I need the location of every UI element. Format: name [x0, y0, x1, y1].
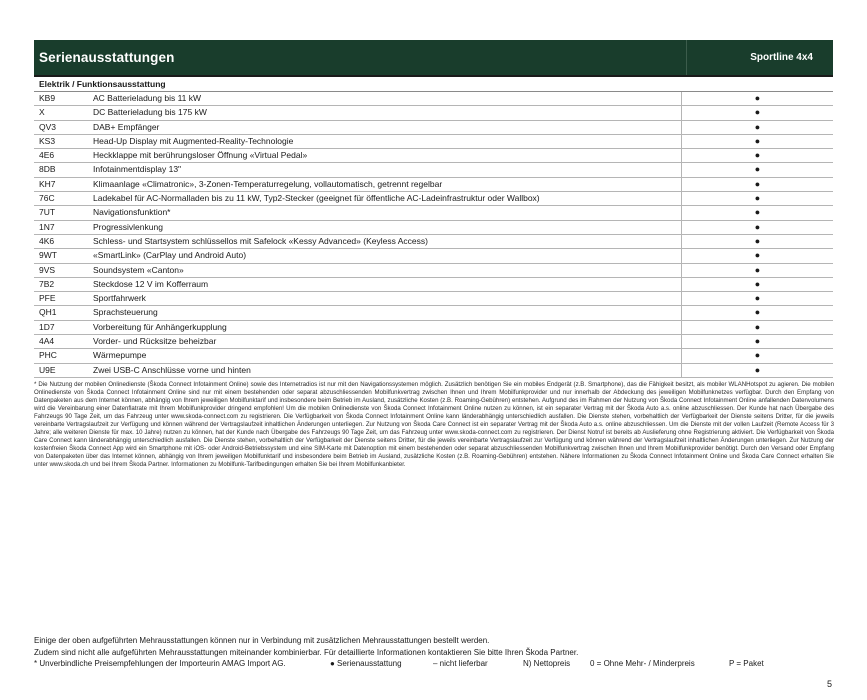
- section-title: Elektrik / Funktionsausstattung: [34, 78, 833, 92]
- row-description: DC Batterieladung bis 175 kW: [93, 107, 207, 118]
- row-standard-marker: ●: [681, 121, 833, 134]
- row-code: 7B2: [39, 278, 55, 289]
- row-code: QH1: [39, 307, 57, 318]
- column-header-sportline: Sportline 4x4: [686, 40, 833, 75]
- row-standard-marker: ●: [681, 249, 833, 262]
- table-row: [34, 135, 833, 149]
- row-standard-marker: ●: [681, 106, 833, 119]
- row-standard-marker: ●: [681, 149, 833, 162]
- table-row: [34, 106, 833, 120]
- table-title: Serienausstattungen: [39, 50, 175, 65]
- row-standard-marker: ●: [681, 92, 833, 105]
- row-code: 1N7: [39, 221, 55, 232]
- table-row: [34, 335, 833, 349]
- row-description: Wärmepumpe: [93, 350, 147, 361]
- note-line-2: Zudem sind nicht alle aufgeführten Mehrausstattungen miteinander kombinierbar. Für detaillierte Informationen kontaktieren Sie bitte Ihren Škoda Partner.: [34, 647, 579, 657]
- row-description: DAB+ Empfänger: [93, 121, 160, 132]
- table-row: [34, 292, 833, 306]
- row-code: 4A4: [39, 336, 55, 347]
- table-row: [34, 264, 833, 278]
- table-row: [34, 206, 833, 220]
- table-row: [34, 121, 833, 135]
- legend-zero-price: 0 = Ohne Mehr- / Minderpreis: [590, 659, 695, 668]
- legend-unavailable: – nicht lieferbar: [433, 659, 488, 668]
- row-code: PHC: [39, 350, 57, 361]
- table-row: [34, 278, 833, 292]
- table-header: [34, 40, 833, 77]
- row-code: 9WT: [39, 250, 57, 261]
- row-standard-marker: ●: [681, 264, 833, 277]
- row-standard-marker: ●: [681, 278, 833, 291]
- legend-net-price: N) Nettopreis: [523, 659, 571, 668]
- note-line-1: Einige der oben aufgeführten Mehrausstattungen können nur in Verbindung mit zusätzlichen Mehrausstattungen bestellt werden.: [34, 636, 490, 645]
- table-row: [34, 364, 833, 378]
- table-row: [34, 249, 833, 263]
- bottom-notes: [34, 635, 834, 670]
- row-description: Zwei USB-C Anschlüsse vorne und hinten: [93, 364, 251, 375]
- row-code: 1D7: [39, 321, 55, 332]
- row-description: Infotainmentdisplay 13": [93, 164, 182, 175]
- table-row: [34, 92, 833, 106]
- row-description: Head-Up Display mit Augmented-Reality-Technologie: [93, 135, 294, 146]
- table-row: [34, 321, 833, 335]
- row-code: KB9: [39, 93, 56, 103]
- row-description: AC Batterieladung bis 11 kW: [93, 93, 202, 103]
- row-code: PFE: [39, 293, 56, 304]
- legend-standard: ● Serienausstattung: [330, 659, 402, 668]
- table-row: [34, 192, 833, 206]
- table-row: [34, 149, 833, 163]
- row-code: 4K6: [39, 235, 55, 246]
- row-code: KS3: [39, 135, 56, 146]
- table-row: [34, 178, 833, 192]
- row-description: Ladekabel für AC-Normalladen bis zu 11 kW, Typ2-Stecker (geeignet für öffentliche AC-Ladeinfrastruktur oder Wallbox): [93, 193, 540, 204]
- row-code: 9VS: [39, 264, 56, 275]
- row-code: 76C: [39, 193, 55, 204]
- row-code: 7UT: [39, 207, 56, 218]
- table-row: [34, 235, 833, 249]
- table-row: [34, 221, 833, 235]
- row-code: QV3: [39, 121, 57, 132]
- legend-price-note: * Unverbindliche Preisempfehlungen der Importeurin AMAG Import AG.: [34, 659, 286, 668]
- table-row: [34, 349, 833, 363]
- row-standard-marker: ●: [681, 206, 833, 219]
- row-description: Sprachsteuerung: [93, 307, 158, 318]
- footnote: * Die Nutzung der mobilen Onlinedienste (Škoda Connect Infotainment Online) sowie des Internetradios ist nur mit den Navigationssystemen möglich. Zusätzlich benötigen Sie ein mobiles Endgerät (z.B. Smartphone), das die Fähigkeit besitzt, als mobiler WLANHotspot zu agieren. Die mobilen Onlinedienste von Škoda Connect Infotainment Online sind nur mit einem bestehenden oder separat abzuschliessenden Mobilfunkvertrag zwischen Ihnen und Ihrem Mobilfunkprovider und nur innerhalb der Abdeckung des jeweiligen Mobilfunknetzes verfügbar. Durch den Empfang von Datenpaketen aus dem Internet können, abhängig von Ihrem jeweiligen Mobilfunktarif und insbesondere beim Betrieb im Ausland, zusätzliche Kosten (z.B. Roaming-Gebühren) entstehen. Aufgrund des im Rahmen der Nutzung von Škoda Connect Infotainment Online anfallenden Datenvolumens wird die Vereinbarung einer Datenflatrate mit Ihrem Mobilfunkprovider dringend empfohlen! Um die mobilen Onlinedienste von Škoda Connect Infotainment Online nutzen zu können, ist ein separater Vertrag mit der Škoda Auto a.s. online abzuschliessen. Der Kunde hat nach Übergabe des Fahrzeugs 90 Tage Zeit, um das Fahrzeug unter www.skoda-connect.com zu registrieren. Die Verfügbarkeit von Škoda Connect Infotainment Online kann länderabhängig unterschiedlich ausfallen. Die Dienste stehen, vorbehaltlich der Verfügbarkeit der Dienste seitens Dritter, für die jeweils vereinbarte Vertragslaufzeit zur Verfügung und können während der Vertragslaufzeit inhaltlichen Änderungen unterliegen. Zur Nutzung von Škoda Care Connect ist ein separater Vertrag mit der Škoda Auto a.s. online abzuschliessen. Um die Dienste mit der vollen Laufzeit (Remote Access für 3 Jahre; alle weiteren Dienste für max. 10 Jahre) nutzen zu können, hat der Kunde nach Übergabe des Fahrzeugs 90 Tage Zeit, um das Fahrzeug unter www.skoda-connect.com zu registrieren. Der Dienst Notruf ist bereits ab Auslieferung ohne Registrierung aktiviert. Die Verfügbarkeit von Škoda Care Connect kann länderabhängig unterschiedlich ausfallen. Die Dienste stehen, vorbehaltlich der Verfügbarkeit der Dienste seitens Dritter, für die jeweils vereinbarte Vertragslaufzeit zur Verfügung und können während der Vertragslaufzeit inhaltlichen Änderungen unterliegen. Zur Nutzung der kostenfreien Škoda Connect App wird ein Smartphone mit iOS- oder Android-Betriebssystem und eine SIM-Karte mit Datenoption mit einem bestehenden oder separat abzuschliessenden Mobilfunkvertrag zwischen Ihnen und Ihrem Mobilfunkprovider benötigt. Durch den Versand oder Empfang von Datenpaketen über das Internet können, abhängig von Ihrem jeweiligen Mobilfunktarif und insbesondere beim Betrieb im Ausland, zusätzliche Kosten (z.B. Roaming-Gebühren) entstehen. Nähere Informationen zu Škoda Connect Infotainment Online und Škoda Care Connect erhalten Sie unter www.skoda.ch und bei Ihrem Škoda Partner. Informationen zu Mobilfunk-Tarifbedingungen erhalten Sie bei Ihrem Mobilfunkanbieter.: [34, 381, 834, 469]
- table-row: [34, 163, 833, 177]
- row-description: Vorder- und Rücksitze beheizbar: [93, 336, 217, 347]
- row-description: Schless- und Startsystem schlüssellos mit Safelock «Kessy Advanced» (Keyless Access): [93, 235, 428, 246]
- row-standard-marker: ●: [681, 178, 833, 191]
- row-description: Heckklappe mit berührungsloser Öffnung «Virtual Pedal»: [93, 150, 308, 161]
- row-standard-marker: ●: [681, 349, 833, 362]
- row-description: Klimaanlage «Climatronic», 3-Zonen-Temperaturregelung, vollautomatisch, getrennt regelbar: [93, 178, 443, 189]
- row-standard-marker: ●: [681, 135, 833, 148]
- row-standard-marker: ●: [681, 163, 833, 176]
- row-code: 8DB: [39, 164, 56, 175]
- row-standard-marker: ●: [681, 192, 833, 205]
- legend-package: P = Paket: [729, 659, 764, 668]
- legend: [34, 658, 834, 670]
- row-description: Progressivlenkung: [93, 221, 163, 232]
- row-standard-marker: ●: [681, 221, 833, 234]
- table-body: [34, 92, 833, 378]
- row-standard-marker: ●: [681, 306, 833, 319]
- row-code: U9E: [39, 364, 56, 375]
- row-code: KH7: [39, 178, 56, 189]
- table-row: [34, 306, 833, 320]
- row-standard-marker: ●: [681, 235, 833, 248]
- row-standard-marker: ●: [681, 335, 833, 348]
- row-description: «SmartLink» (CarPlay und Android Auto): [93, 250, 247, 261]
- row-description: Soundsystem «Canton»: [93, 264, 184, 275]
- row-standard-marker: ●: [681, 364, 833, 377]
- row-description: Navigationsfunktion*: [93, 207, 171, 218]
- page-number: 5: [826, 679, 832, 689]
- row-code: X: [39, 107, 45, 118]
- row-standard-marker: ●: [681, 292, 833, 305]
- row-description: Steckdose 12 V im Kofferraum: [93, 278, 209, 289]
- row-description: Vorbereitung für Anhängerkupplung: [93, 321, 227, 332]
- equipment-table: [34, 40, 833, 378]
- row-code: 4E6: [39, 150, 55, 161]
- row-standard-marker: ●: [681, 321, 833, 334]
- row-description: Sportfahrwerk: [93, 293, 146, 304]
